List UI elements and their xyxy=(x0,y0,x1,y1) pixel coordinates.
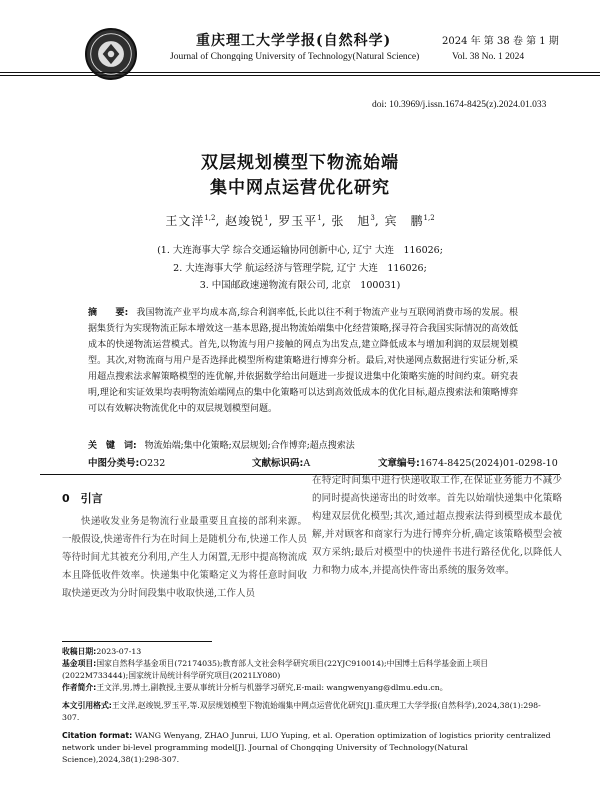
clc-label: 中图分类号: xyxy=(88,458,140,469)
article-number xyxy=(378,455,558,469)
issue-info-cn: 2024 年 第 38 卷 第 1 期 xyxy=(442,36,559,47)
footnote-fund xyxy=(62,658,552,682)
citation-en-label: Citation format: xyxy=(62,731,133,740)
body-text-left-column: 快递收发业务是物流行业最重要且直接的部利来源。一般假设,快递寄件行为在时间上是随机分布,快递工作人员等待时间尤其被充分利用,产生人力闲置,无形中提高物流成本且降低收件效率。快递集中化策略定义为将任意时间收取快递更改为分时间段集中收取快递,工作人员 xyxy=(62,516,307,599)
citation-cn-text: 王文洋,赵竣锐,罗玉平,等.双层规划模型下物流始端集中网点运营优化研究[J].重庆理工大学学报(自然科学),2024,38(1):298-307. xyxy=(62,701,541,722)
author-affiliation-mark: 1 xyxy=(264,214,269,222)
author-list: 王文洋$^{1,2}$, 赵竣锐$^1$, 罗玉平$^1$, 张 旭$^3$, 宾 鹏$^{1,2}$ xyxy=(165,214,435,228)
received-label: 收稿日期: xyxy=(62,647,97,656)
footnote-citation-en xyxy=(62,730,552,766)
clc-value: O232 xyxy=(139,458,166,469)
abstract xyxy=(88,305,518,417)
keywords-label: 关 键 词: xyxy=(88,441,137,451)
article-number-label: 文章编号: xyxy=(378,458,420,469)
abstract-label: 摘 要: xyxy=(88,308,129,318)
footnote-rule xyxy=(62,641,212,642)
header-rule xyxy=(0,75,600,76)
author-affiliation-mark: 1 xyxy=(317,214,322,222)
document-code-label: 文献标识码: xyxy=(252,458,304,469)
author-bio-text: 王文洋,男,博士,副教授,主要从事统计分析与机器学习研究,E-mail: wangwenyang@dlmu.edu.cn。 xyxy=(96,683,448,692)
article-number-value: 1674-8425(2024)01-0298-10 xyxy=(419,458,558,469)
paper-title-line-1: 双层规划模型下物流始端 xyxy=(201,153,399,173)
doi[interactable]: doi: 10.3969/j.issn.1674-8425(z).2024.01.033 xyxy=(372,100,547,110)
author-name: 王文洋 xyxy=(165,214,205,228)
citation-en-text: WANG Wenyang, ZHAO Junrui, LUO Yuping, et al. Operation optimization of logistics priority centralized network under bi-level programming model[J]. Journal of Chongqing University of Technology(Natural Science),2024,38(1):298-307. xyxy=(62,731,551,764)
author-name: 罗玉平 xyxy=(278,214,318,228)
footnote-citation-cn xyxy=(62,700,552,724)
document-code-value: A xyxy=(303,458,311,469)
clc-number xyxy=(88,455,165,469)
keywords-text: 物流始端;集中化策略;双层规划;合作博弈;超点搜索法 xyxy=(144,441,355,451)
journal-name-en: Journal of Chongqing University of Technology(Natural Science) xyxy=(170,52,420,62)
author-name: 宾 鹏 xyxy=(384,214,424,228)
affiliation: 2. 大连海事大学 航运经济与管理学院, 辽宁 大连 116026; xyxy=(173,263,427,274)
keywords xyxy=(88,438,518,451)
paper-title-line-2: 集中网点运营优化研究 xyxy=(210,178,390,198)
abstract-text: 我国物流产业平均成本高,综合利润率低,长此以往不利于物流产业与互联网消费市场的发展。根据集货行为实现物流正际本增效这一基本思路,提出物流始端集中化经营策略,探寻符合我国实际情况的高效低成本的快递物流运营模式。首先,以物流与用户接触的网点为出发点,建立降低成本与增加利润的双层规划模型。其次,对物流商与用户是否选择此模型所构建策略进行博弈分析。最后,对快递网点数据进行实证分析,采用超点搜索法求解策略模型的连优解,并依据数学给出问题进一步提议进集中化策略实施的时间约束。研究表明,理论和实证效果均表明物流始端网点的集中化策略可以达到高效低成本的优化目标,超点搜索法和策略博弈可以有效解决物流优化中的双层规划模型问题。 xyxy=(88,308,518,414)
author-affiliation-mark: 3 xyxy=(370,214,375,222)
body-text-right-column: 在特定时间集中进行快递收取工作,在保证业务能力不减少的同时提高快递寄出的时效率。首先以始端快递集中化策略构建双层优化模型;其次,通过超点搜索法得到模型成本最优解,并对顾客和商家行为进行博弈分析,确定该策略模型会被双方采纳;最后对模型中的快递件书进行路径优化,以降低人力和物力成本,并提高快件寄出系统的服务效率。 xyxy=(312,475,562,576)
author-affiliation-mark: 1,2 xyxy=(423,214,435,222)
document-code xyxy=(252,455,310,469)
author-affiliation-mark: 1,2 xyxy=(204,214,216,222)
affiliation: 3. 中国邮政速递物流有限公司, 北京 100031) xyxy=(199,280,401,291)
citation-cn-label: 本文引用格式: xyxy=(62,701,112,710)
affiliation: (1. 大连海事大学 综合交通运输协同创新中心, 辽宁 大连 116026; xyxy=(157,245,443,256)
received-date: 2023-07-13 xyxy=(96,647,142,656)
fund-text: 国家自然科学基金项目(72174035);教育部人文社会科学研究项目(22YJC910014);中国博士后科学基金面上项目(2022M733444);国家统计局统计科学研究项目(2021LY080) xyxy=(62,659,489,680)
author-name: 张 旭 xyxy=(331,214,371,228)
journal-name-cn: 重庆理工大学学报(自然科学) xyxy=(196,33,392,49)
fund-label: 基金项目: xyxy=(62,659,97,668)
footnote-received xyxy=(62,646,552,658)
header-rule xyxy=(0,72,600,73)
author-name: 赵竣锐 xyxy=(225,214,265,228)
footnote-author xyxy=(62,682,552,694)
section-heading-introduction: 0 引言 xyxy=(62,492,103,505)
author-bio-label: 作者简介: xyxy=(62,683,97,692)
seal-emblem-icon xyxy=(87,30,135,78)
issue-info-en: Vol. 38 No. 1 2024 xyxy=(452,52,525,62)
